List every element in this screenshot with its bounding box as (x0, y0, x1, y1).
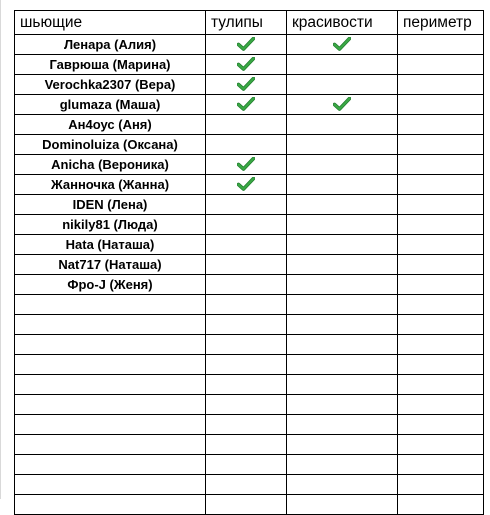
green-checkmark-icon (237, 177, 255, 191)
name-cell[interactable]: glumaza (Маша) (15, 95, 206, 115)
perimeter-cell[interactable] (398, 495, 484, 515)
table-row (15, 175, 484, 195)
name-cell[interactable] (15, 475, 206, 495)
name-cell[interactable]: Dominoluiza (Оксана) (15, 135, 206, 155)
tulips-cell[interactable] (206, 375, 287, 395)
perimeter-cell[interactable] (398, 75, 484, 95)
name-cell[interactable]: Nat717 (Наташа) (15, 255, 206, 275)
perimeter-cell[interactable] (398, 115, 484, 135)
tulips-cell[interactable] (206, 255, 287, 275)
green-checkmark-icon (237, 37, 255, 51)
name-cell[interactable]: Hata (Наташа) (15, 235, 206, 255)
perimeter-cell[interactable] (398, 55, 484, 75)
table-row (15, 335, 484, 355)
perimeter-cell[interactable] (398, 335, 484, 355)
table-row (15, 455, 484, 475)
perimeter-cell[interactable] (398, 455, 484, 475)
table-row (15, 95, 484, 115)
green-checkmark-icon (237, 77, 255, 91)
table-row (15, 215, 484, 235)
table-row (15, 135, 484, 155)
embellishments-cell[interactable] (287, 135, 398, 155)
embellishments-cell[interactable] (287, 95, 398, 115)
table-row (15, 55, 484, 75)
name-cell[interactable] (15, 335, 206, 355)
perimeter-cell[interactable] (398, 155, 484, 175)
green-checkmark-icon (333, 37, 351, 51)
name-cell[interactable]: Verochka2307 (Вера) (15, 75, 206, 95)
perimeter-cell[interactable] (398, 175, 484, 195)
tulips-cell[interactable] (206, 395, 287, 415)
tulips-cell[interactable] (206, 95, 287, 115)
perimeter-cell[interactable] (398, 255, 484, 275)
table-row (15, 295, 484, 315)
embellishments-cell[interactable] (287, 435, 398, 455)
name-cell[interactable] (15, 355, 206, 375)
table-row (15, 255, 484, 275)
tulips-cell[interactable] (206, 295, 287, 315)
table-row (15, 115, 484, 135)
table-row (15, 475, 484, 495)
tulips-cell[interactable] (206, 355, 287, 375)
name-cell[interactable] (15, 435, 206, 455)
sheet-left-edge (0, 0, 1, 499)
green-checkmark-icon (237, 97, 255, 111)
embellishments-cell[interactable] (287, 375, 398, 395)
name-cell[interactable]: IDEN (Лена) (15, 195, 206, 215)
embellishments-cell[interactable] (287, 295, 398, 315)
embellishments-cell[interactable] (287, 235, 398, 255)
name-cell[interactable] (15, 375, 206, 395)
tulips-cell[interactable] (206, 315, 287, 335)
name-cell[interactable] (15, 415, 206, 435)
embellishments-cell[interactable] (287, 175, 398, 195)
tulips-cell[interactable] (206, 475, 287, 495)
embellishments-cell[interactable] (287, 455, 398, 475)
table-row (15, 375, 484, 395)
name-cell[interactable]: Фро-J (Женя) (15, 275, 206, 295)
perimeter-cell[interactable] (398, 315, 484, 335)
table-row (15, 75, 484, 95)
embellishments-cell[interactable] (287, 415, 398, 435)
embellishments-cell[interactable] (287, 55, 398, 75)
perimeter-cell[interactable] (398, 35, 484, 55)
table-row (15, 395, 484, 415)
green-checkmark-icon (237, 57, 255, 71)
table-body (15, 11, 484, 515)
signup-table (14, 10, 484, 515)
tulips-cell[interactable] (206, 175, 287, 195)
embellishments-cell[interactable] (287, 195, 398, 215)
embellishments-cell[interactable] (287, 355, 398, 375)
perimeter-cell[interactable] (398, 415, 484, 435)
embellishments-cell[interactable] (287, 315, 398, 335)
header-row (15, 11, 484, 35)
perimeter-cell[interactable] (398, 375, 484, 395)
tulips-cell[interactable] (206, 35, 287, 55)
tulips-cell[interactable] (206, 155, 287, 175)
perimeter-cell[interactable] (398, 215, 484, 235)
tulips-cell[interactable] (206, 215, 287, 235)
embellishments-cell[interactable] (287, 115, 398, 135)
perimeter-cell[interactable] (398, 235, 484, 255)
tulips-cell[interactable] (206, 335, 287, 355)
tulips-cell[interactable] (206, 415, 287, 435)
embellishments-cell[interactable] (287, 495, 398, 515)
perimeter-cell[interactable] (398, 395, 484, 415)
tulips-cell[interactable] (206, 115, 287, 135)
embellishments-cell[interactable] (287, 215, 398, 235)
embellishments-cell[interactable] (287, 255, 398, 275)
green-checkmark-icon (333, 97, 351, 111)
table-row (15, 275, 484, 295)
embellishments-cell[interactable] (287, 75, 398, 95)
perimeter-cell[interactable] (398, 195, 484, 215)
name-cell[interactable] (15, 295, 206, 315)
perimeter-cell[interactable] (398, 355, 484, 375)
name-cell[interactable]: Ленара (Алия) (15, 35, 206, 55)
name-cell[interactable] (15, 455, 206, 475)
name-cell[interactable]: Anicha (Вероника) (15, 155, 206, 175)
table-row (15, 435, 484, 455)
tulips-cell[interactable] (206, 75, 287, 95)
tulips-cell[interactable] (206, 435, 287, 455)
tulips-cell[interactable] (206, 275, 287, 295)
header-cell-perimeter[interactable]: периметр (398, 11, 484, 35)
embellishments-cell[interactable] (287, 475, 398, 495)
header-cell-tulips[interactable]: тулипы (206, 11, 287, 35)
header-cell-embellishments[interactable]: красивости (287, 11, 398, 35)
tulips-cell[interactable] (206, 135, 287, 155)
tulips-cell[interactable] (206, 495, 287, 515)
perimeter-cell[interactable] (398, 135, 484, 155)
embellishments-cell[interactable] (287, 155, 398, 175)
name-cell[interactable] (15, 495, 206, 515)
name-cell[interactable]: Ан4оус (Аня) (15, 115, 206, 135)
table-row (15, 235, 484, 255)
table-row (15, 415, 484, 435)
table-row (15, 495, 484, 515)
perimeter-cell[interactable] (398, 275, 484, 295)
header-cell-crafters[interactable]: шьющие (15, 11, 206, 35)
tulips-cell[interactable] (206, 55, 287, 75)
name-cell[interactable]: nikily81 (Люда) (15, 215, 206, 235)
tulips-cell[interactable] (206, 455, 287, 475)
name-cell[interactable] (15, 395, 206, 415)
name-cell[interactable]: Гаврюша (Марина) (15, 55, 206, 75)
perimeter-cell[interactable] (398, 475, 484, 495)
table-row (15, 315, 484, 335)
perimeter-cell[interactable] (398, 435, 484, 455)
embellishments-cell[interactable] (287, 335, 398, 355)
perimeter-cell[interactable] (398, 295, 484, 315)
green-checkmark-icon (237, 157, 255, 171)
perimeter-cell[interactable] (398, 95, 484, 115)
tulips-cell[interactable] (206, 195, 287, 215)
tulips-cell[interactable] (206, 235, 287, 255)
table-row (15, 195, 484, 215)
embellishments-cell[interactable] (287, 35, 398, 55)
embellishments-cell[interactable] (287, 395, 398, 415)
table-row (15, 155, 484, 175)
name-cell[interactable]: Жанночка (Жанна) (15, 175, 206, 195)
embellishments-cell[interactable] (287, 275, 398, 295)
table-row (15, 35, 484, 55)
name-cell[interactable] (15, 315, 206, 335)
table-row (15, 355, 484, 375)
